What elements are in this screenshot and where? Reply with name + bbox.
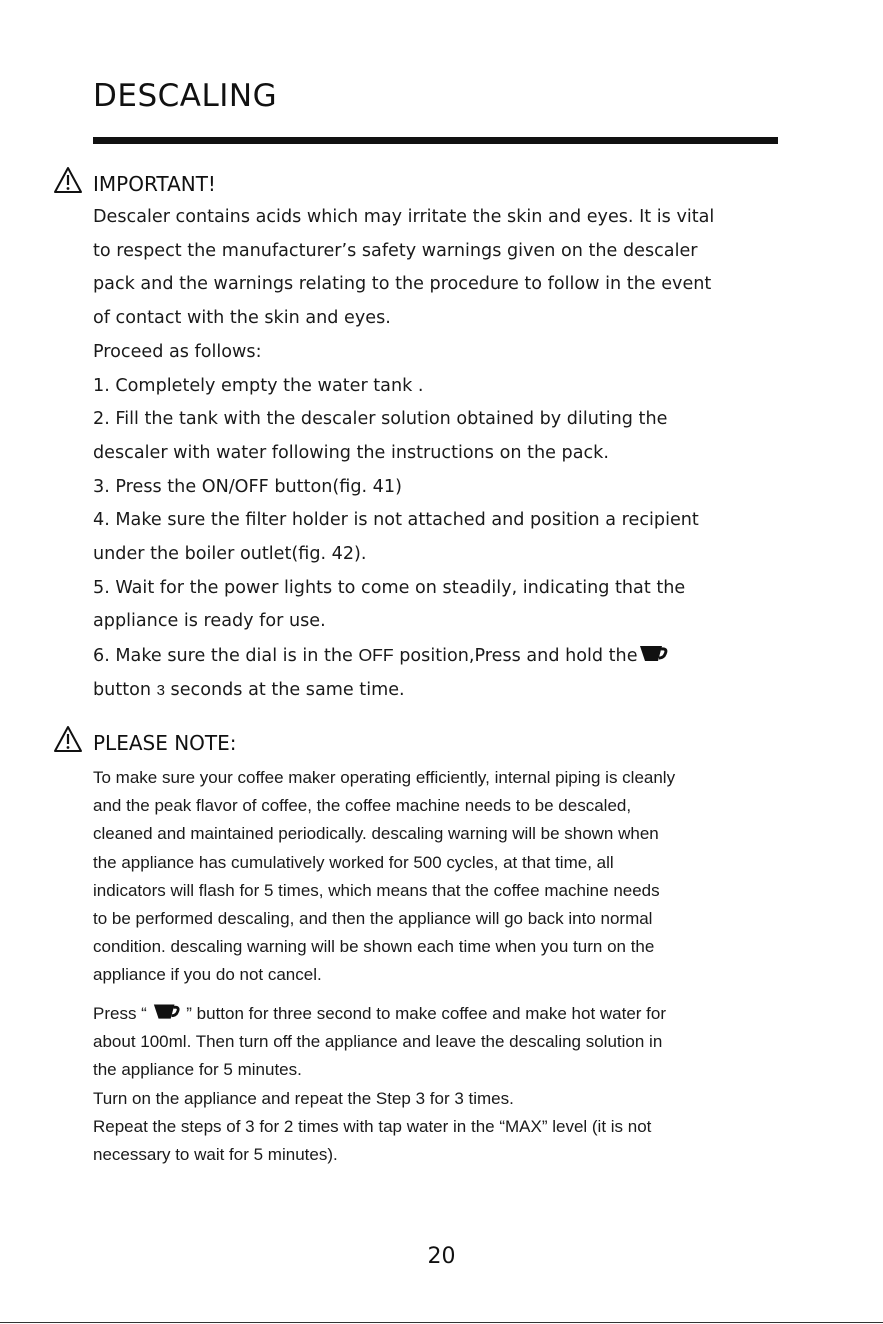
step-6-cont (93, 674, 808, 708)
body-line: Descaler contains acids which may irritate the skin and eyes. It is vital (93, 207, 715, 227)
step-6-line2-a: button (93, 679, 157, 700)
step-4-cont: under the boiler outlet(fig. 42). (93, 544, 367, 565)
warning-triangle-icon (53, 725, 83, 753)
important-heading-label: IMPORTANT! (93, 172, 216, 196)
procedure-line: the appliance for 5 minutes. (93, 1060, 302, 1080)
note-line: indicators will flash for 5 times, which means that the coffee machine needs (93, 880, 660, 900)
coffee-cup-icon (638, 644, 670, 664)
note-line: cleaned and maintained periodically. descaling warning will be shown when (93, 824, 659, 844)
step-6-text-b: position,Press and hold the (393, 646, 638, 667)
step-4: 4. Make sure the filter holder is not attached and position a recipient (93, 510, 699, 531)
page-number: 20 (427, 1244, 456, 1269)
body-line: to respect the manufacturer’s safety warnings given on the descaler (93, 240, 698, 261)
procedure-press-line (93, 1000, 793, 1028)
step-6-line2-b: seconds at the same time. (164, 679, 405, 700)
note-line: and the peak flavor of coffee, the coffee machine needs to be descaled, (93, 796, 632, 816)
page-title: DESCALING (93, 78, 278, 114)
note-line: To make sure your coffee maker operating efficiently, internal piping is cleanly (93, 768, 676, 787)
note-line: the appliance has cumulatively worked for 500 cycles, at that time, all (93, 852, 614, 872)
procedure-line: Repeat the steps of 3 for 2 times with tap water in the “MAX” level (it is not (93, 1116, 652, 1136)
important-body (93, 201, 808, 708)
note-line: condition. descaling warning will be shown each time when you turn on the (93, 937, 655, 957)
procedure-line: about 100ml. Then turn off the appliance and leave the descaling solution in (93, 1032, 663, 1052)
title-divider (93, 137, 778, 144)
note-body (93, 764, 793, 990)
procedure-line: Turn on the appliance and repeat the Step 3 for 3 times. (93, 1088, 514, 1108)
step-2-cont: descaler with water following the instructions on the pack. (93, 442, 609, 463)
off-label: OFF (358, 645, 394, 666)
step-6 (93, 639, 808, 674)
note-line: to be performed descaling, and then the appliance will go back into normal (93, 909, 653, 929)
page-edge-line (0, 1322, 883, 1323)
body-line: of contact with the skin and eyes. (93, 308, 391, 329)
important-heading (93, 172, 216, 196)
step-3: 3. Press the ON/OFF button(fig. 41) (93, 476, 402, 497)
procedure-body (93, 1000, 793, 1169)
press-prefix: Press “ (93, 1004, 152, 1023)
step-5: 5. Wait for the power lights to come on steadily, indicating that the (93, 577, 686, 598)
seconds-count: 3 (156, 681, 165, 699)
coffee-cup-icon (152, 1002, 182, 1022)
step-5-cont: appliance is ready for use. (93, 611, 326, 632)
note-heading (93, 731, 237, 755)
step-2: 2. Fill the tank with the descaler solution obtained by diluting the (93, 409, 668, 430)
body-line: pack and the warnings relating to the procedure to follow in the event (93, 274, 712, 295)
body-line: Proceed as follows: (93, 341, 262, 362)
step-6-text-a: 6. Make sure the dial is in the (93, 646, 359, 667)
note-line: appliance if you do not cancel. (93, 965, 322, 985)
press-suffix: ” button for three second to make coffee and make hot water for (181, 1004, 667, 1023)
note-heading-label: PLEASE NOTE: (93, 731, 237, 755)
procedure-line: necessary to wait for 5 minutes). (93, 1145, 338, 1165)
warning-triangle-icon (53, 166, 83, 194)
step-1: 1. Completely empty the water tank . (93, 375, 424, 396)
